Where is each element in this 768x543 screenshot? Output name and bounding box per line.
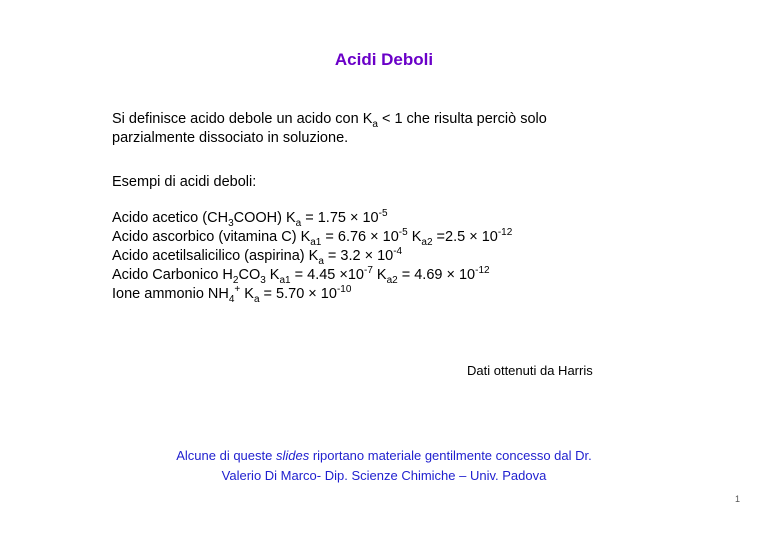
ka1-exponent: -5 (398, 227, 408, 239)
ka1-label: K (265, 267, 280, 283)
acid-list (112, 209, 512, 304)
ka-exponent: -10 (336, 284, 352, 296)
data-source-note: Dati ottenuti da Harris (467, 363, 593, 378)
ka-exponent: -5 (378, 208, 388, 220)
formula-subscript: 2 (232, 274, 239, 286)
acid-name: Acido acetilsalicilico (aspirina) K (112, 248, 319, 264)
acid-row-acetic (112, 209, 512, 228)
slide-title: Acidi Deboli (334, 50, 434, 69)
ka-subscript: a (318, 255, 324, 267)
page-number: 1 (734, 494, 740, 504)
ka2-label: K (407, 229, 422, 245)
ion-name: Ione ammonio NH (112, 286, 229, 302)
ka1-value: = 4.45 ×10 (290, 267, 364, 283)
formula-part: (CH (198, 210, 229, 226)
formula-subscript: 4 (228, 293, 235, 305)
credits-line-1 (0, 446, 768, 466)
ka1-exponent: -7 (363, 265, 373, 277)
credits-text: Alcune di queste (176, 448, 276, 463)
definition-line-1 (112, 110, 547, 129)
definition-text-1: Si definisce acido debole un acido con K (112, 111, 373, 127)
formula-subscript: 3 (260, 274, 266, 286)
formula-subscript: 3 (228, 217, 234, 229)
ka-label: K (240, 286, 254, 302)
acid-name: Acido acetico (112, 210, 199, 226)
ka-subscript: a (372, 118, 378, 130)
credits-line-2: Valerio Di Marco- Dip. Scienze Chimiche – Univ. Padova (221, 468, 547, 483)
ka2-subscript: a2 (386, 274, 398, 286)
ka1-value: = 6.76 × 10 (321, 229, 399, 245)
ka-value: = 1.75 × 10 (301, 210, 379, 226)
ka2-value: = 4.69 × 10 (397, 267, 476, 283)
acid-name: Acido ascorbico (vitamina C) K (112, 229, 311, 245)
ka-subscript: a (295, 217, 302, 229)
definition-paragraph (112, 110, 547, 148)
ka2-label: K (372, 267, 387, 283)
acid-row-ammonium (112, 285, 512, 304)
ka1-subscript: a1 (310, 236, 322, 248)
acid-row-carbonic (112, 266, 512, 285)
acid-row-ascorbic (112, 228, 512, 247)
formula-part: CO (238, 267, 261, 283)
definition-line-2: parzialmente dissociato in soluzione. (112, 130, 349, 146)
formula-part: COOH) K (233, 210, 296, 226)
ka-exponent: -4 (393, 246, 403, 258)
ka1-subscript: a1 (279, 274, 291, 286)
credits-text: riportano materiale gentilmente concesso dal Dr. (309, 448, 592, 463)
ka2-exponent: -12 (497, 227, 513, 239)
ka-subscript: a (253, 293, 260, 305)
charge-superscript: + (234, 284, 241, 296)
ka2-subscript: a2 (421, 236, 433, 248)
ka-value: = 3.2 × 10 (323, 248, 394, 264)
ka-value: = 5.70 × 10 (259, 286, 337, 302)
ka2-value: =2.5 × 10 (432, 229, 498, 245)
definition-text-2: < 1 che risulta perciò solo (377, 111, 547, 127)
acid-name: Acido Carbonico H (112, 267, 233, 283)
examples-heading: Esempi di acidi deboli: (112, 174, 257, 190)
credits-italic: slides (275, 448, 310, 463)
ka2-exponent: -12 (475, 265, 490, 277)
acid-row-acetylsalicylic (112, 247, 512, 266)
credits-note (0, 446, 768, 486)
